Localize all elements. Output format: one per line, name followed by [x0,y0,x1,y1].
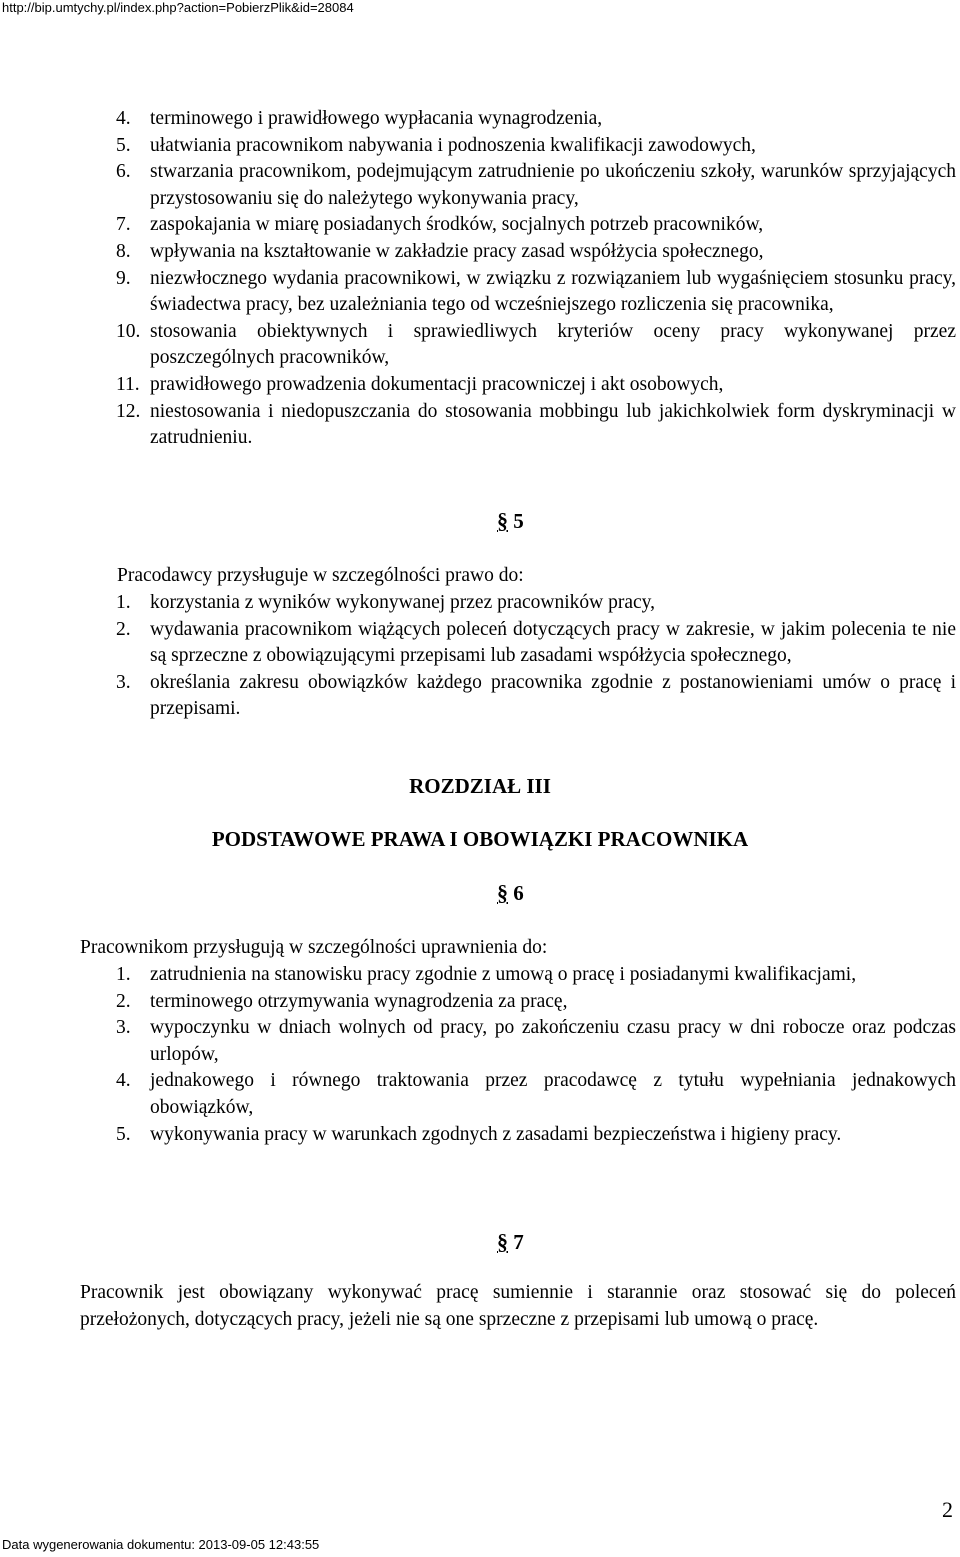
section-number: 6 [513,881,524,905]
item-text: zaspokajania w miarę posiadanych środków, socjalnych potrzeb pracowników, [150,214,764,236]
item-text: terminowego i prawidłowego wypłacania wynagrodzenia, [150,108,603,129]
section-5-heading [497,508,524,534]
employee-rights-list [116,962,956,1148]
item-text: wypoczynku w dniach wolnych od pracy, po zakończeniu czasu pracy w dni robocze oraz podczas urlopów, [150,1017,956,1065]
item-number: 12. [116,400,141,422]
list-item [116,106,956,133]
list-item [116,617,956,670]
page-number: 2 [942,1497,953,1522]
item-text: wydawania pracownikom wiążących poleceń dotyczących pracy w zakresie, w jakim polecenia te nie są sprzeczne z obowiązującymi przepisami lub zasadami współżycia społecznego, [150,618,956,667]
item-text: zatrudnienia na stanowisku pracy zgodnie z umową o pracę i posiadanymi kwalifikacjami, [150,964,857,985]
item-number: 2. [116,618,131,640]
item-text: terminowego otrzymywania wynagrodzenia za pracę, [150,990,568,1012]
item-number: 8. [116,240,131,262]
list-item [116,989,956,1016]
section-mark: § [497,1229,508,1254]
item-number: 4. [116,1070,131,1092]
item-text: stwarzania pracownikom, podejmującym zatrudnienie po ukończeniu szkoły, warunków sprzyjających przystosowaniu się do należytego wykonywania pracy, [150,161,956,209]
list-item [116,1015,956,1068]
list-item [116,962,956,989]
generation-date: Data wygenerowania dokumentu: 2013-09-05 12:43:55 [2,1537,320,1552]
employer-duties-list [116,106,956,452]
item-text: wpływania na kształtowanie w zakładzie pracy zasad współżycia społecznego, [150,240,764,262]
item-number: 9. [116,267,131,289]
item-number: 1. [116,592,131,613]
section-mark: § [497,508,508,533]
list-item [116,590,956,617]
section-number: 7 [513,1230,524,1254]
list-item [116,239,956,266]
list-item [116,319,956,372]
item-number: 5. [116,134,131,156]
employer-rights-list [116,590,956,723]
section-5-intro: Pracodawcy przysługuje w szczególności prawo do: [117,565,524,586]
list-item [116,1122,956,1149]
item-number: 11. [116,373,140,395]
section-7-text: Pracownik jest obowiązany wykonywać pracę sumiennie i starannie oraz stosować się do poleceń przełożonych, dotyczących pracy, jeżeli nie są one sprzeczne z przepisami lub umową o pracę. [80,1282,956,1330]
item-text: niestosowania i niedopuszczania do stosowania mobbingu lub jakichkolwiek form dyskryminacji w zatrudnieniu. [150,400,956,449]
list-item [116,399,956,452]
list-item [116,1068,956,1121]
list-item [116,372,956,399]
item-number: 2. [116,990,131,1012]
item-number: 6. [116,161,131,183]
list-item [116,133,956,160]
item-number: 1. [116,964,131,985]
list-item [116,159,956,212]
item-text: prawidłowego prowadzenia dokumentacji pracowniczej i akt osobowych, [150,373,724,395]
item-text: określania zakresu obowiązków każdego pracownika zgodnie z postanowieniami umów o pracę i przepisami. [150,671,956,720]
item-text: jednakowego i równego traktowania przez pracodawcę z tytułu wypełniania jednakowych obowiązków, [150,1070,956,1118]
item-text: korzystania z wyników wykonywanej przez pracowników pracy, [150,592,656,613]
item-text: wykonywania pracy w warunkach zgodnych z zasadami bezpieczeństwa i higieny pracy. [150,1123,842,1145]
section-7-heading [497,1229,524,1255]
item-number: 7. [116,214,131,236]
chapter-title: ROZDZIAŁ III [409,774,551,798]
chapter-subtitle: PODSTAWOWE PRAWA I OBOWIĄZKI PRACOWNIKA [211,827,749,851]
list-item [116,212,956,239]
source-url: http://bip.umtychy.pl/index.php?action=PobierzPlik&id=28084 [2,0,354,15]
section-6-heading [497,880,524,906]
item-number: 10. [116,320,141,342]
section-6-intro: Pracownikom przysługują w szczególności uprawnienia do: [80,937,548,958]
item-text: niezwłocznego wydania pracownikowi, w związku z rozwiązaniem lub wygaśnięciem stosunku pracy, świadectwa pracy, bez uzależniania tego od wcześniejszego rozliczenia się pracownika, [150,267,956,316]
list-item [116,670,956,723]
section-mark: § [497,880,508,905]
list-item [116,266,956,319]
item-number: 4. [116,108,131,129]
item-number: 5. [116,1123,131,1145]
section-number: 5 [513,509,524,533]
item-number: 3. [116,1017,131,1039]
item-text: ułatwiania pracownikom nabywania i podnoszenia kwalifikacji zawodowych, [150,134,756,156]
item-number: 3. [116,671,131,693]
item-text: stosowania obiektywnych i sprawiedliwych kryteriów oceny pracy wykonywanej przez poszczególnych pracowników, [150,320,956,369]
